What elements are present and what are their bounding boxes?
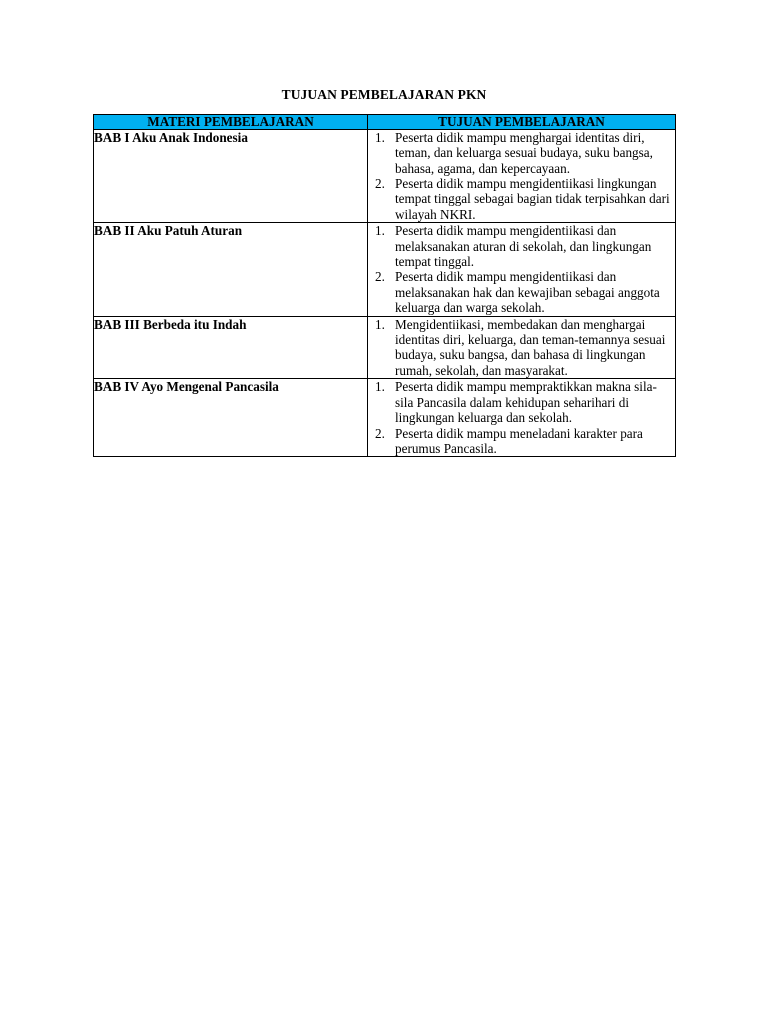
goal-number: 1. [375, 223, 385, 239]
goal-text: Peserta didik mampu mempraktikkan makna sila-sila Pancasila dalam kehidupan seharihari di lingkungan keluarga dan sekolah. [395, 379, 657, 426]
goal-item [368, 176, 675, 222]
goal-text: Peserta didik mampu menghargai identitas diri, teman, dan keluarga sesuai budaya, suku bangsa, bahasa, agama, dan kepercayaan. [395, 130, 653, 176]
column-header-tujuan: TUJUAN PEMBELAJARAN [368, 115, 676, 130]
table-row [94, 130, 676, 223]
goal-number: 2. [375, 269, 385, 285]
materi-cell: BAB I Aku Anak Indonesia [94, 130, 368, 223]
goal-list [368, 379, 675, 456]
goal-item [368, 269, 675, 315]
table-row [94, 316, 676, 379]
materi-cell: BAB III Berbeda itu Indah [94, 316, 368, 379]
goal-number: 1. [375, 379, 385, 395]
goal-list [368, 223, 675, 315]
goal-number: 1. [375, 316, 385, 332]
goal-list [368, 130, 675, 222]
page-title: TUJUAN PEMBELAJARAN PKN [281, 87, 487, 102]
tujuan-cell [368, 379, 676, 457]
goal-number: 2. [375, 425, 385, 441]
goal-item [368, 317, 675, 379]
materi-cell: BAB IV Ayo Mengenal Pancasila [94, 379, 368, 457]
goal-text: Peserta didik mampu mengidentiikasi dan melaksanakan aturan di sekolah, dan lingkungan tempat tinggal. [395, 223, 652, 270]
tujuan-cell [368, 316, 676, 379]
goal-list [368, 317, 675, 379]
goal-text: Mengidentiikasi, membedakan dan menghargai identitas diri, keluarga, dan teman-temannya sesuai budaya, suku bangsa, dan bahasa di lingkungan rumah, sekolah, dan masyarakat. [395, 316, 666, 378]
learning-objectives-table [93, 114, 676, 457]
goal-text: Peserta didik mampu mengidentiikasi lingkungan tempat tinggal sebagai bagian tidak terpisahkan dari wilayah NKRI. [395, 176, 670, 222]
goal-item [368, 223, 675, 269]
goal-item [368, 426, 675, 457]
goal-text: Peserta didik mampu mengidentiikasi dan melaksanakan hak dan kewajiban sebagai anggota keluarga dan warga sekolah. [395, 269, 660, 316]
goal-item [368, 379, 675, 425]
column-header-materi: MATERI PEMBELAJARAN [94, 115, 368, 130]
table-row [94, 223, 676, 316]
table-header-row [94, 115, 676, 130]
tujuan-cell [368, 130, 676, 223]
table-row [94, 379, 676, 457]
goal-item [368, 130, 675, 176]
tujuan-cell [368, 223, 676, 316]
goal-number: 2. [375, 176, 385, 191]
goal-text: Peserta didik mampu meneladani karakter para perumus Pancasila. [395, 425, 643, 456]
goal-number: 1. [375, 130, 385, 145]
materi-cell: BAB II Aku Patuh Aturan [94, 223, 368, 316]
